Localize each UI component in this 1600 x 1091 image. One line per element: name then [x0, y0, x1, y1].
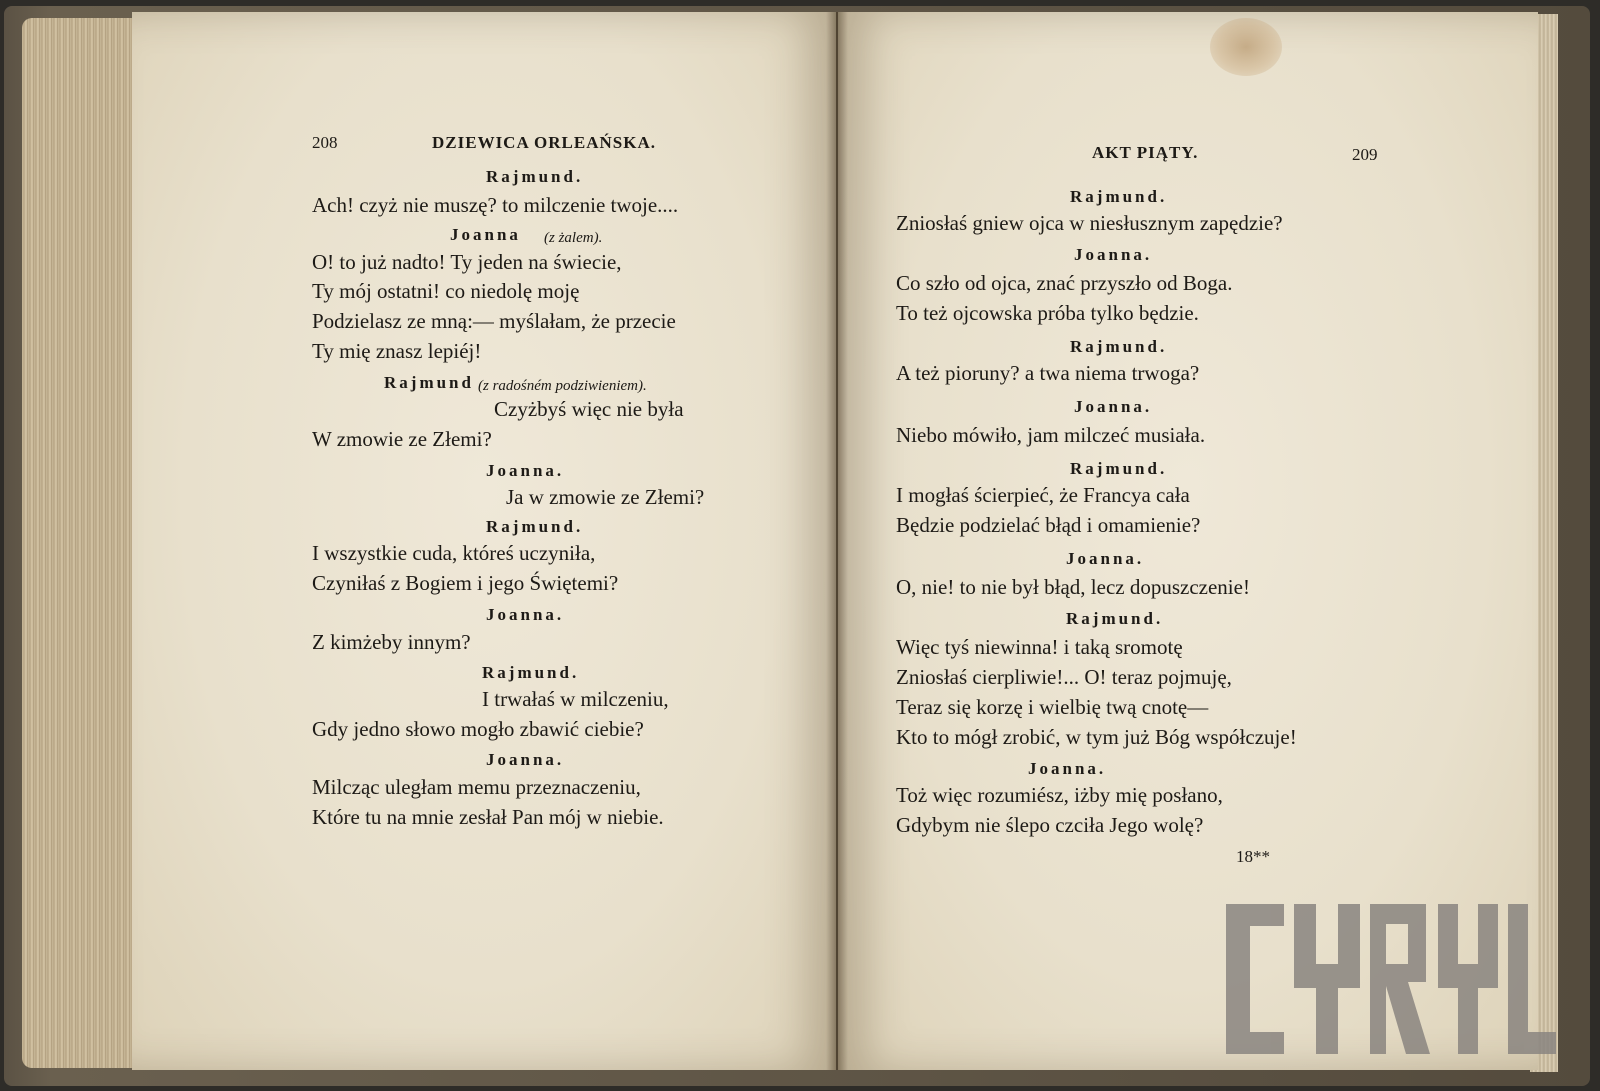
running-head: AKT PIĄTY. — [1092, 143, 1199, 162]
speaker-label: Rajmund. — [482, 663, 580, 682]
verse-line: Niebo mówiło, jam milczeć musiała. — [896, 423, 1206, 447]
verse-line: Ty mój ostatni! co niedolę moję — [312, 279, 580, 303]
verse-line: Z kimżeby innym? — [312, 630, 471, 654]
verse-line: Gdy jedno słowo mogło zbawić ciebie? — [312, 717, 644, 741]
verse-line: Ja w zmowie ze Złemi? — [506, 485, 705, 509]
speaker-label: Joanna. — [486, 750, 565, 769]
signature-mark: 18** — [1236, 847, 1270, 866]
verse-line: Zniosłaś cierpliwie!... O! teraz pojmuję, — [896, 665, 1232, 689]
verse-line: I trwałaś w milczeniu, — [482, 687, 669, 711]
speaker-label: Joanna. — [486, 605, 565, 624]
speaker-label: Rajmund — [384, 373, 474, 392]
verse-line: O! to już nadto! Ty jeden na świecie, — [312, 250, 622, 274]
paper-stain — [1210, 18, 1282, 76]
speaker-label: Rajmund. — [1070, 187, 1168, 206]
verse-line: Toż więc rozumiész, iżby mię posłano, — [896, 783, 1223, 807]
verse-line: O, nie! to nie był błąd, lecz dopuszczenie! — [896, 575, 1250, 599]
verse-line: Zniosłaś gniew ojca w niesłusznym zapędzie? — [896, 211, 1283, 235]
verse-line: To też ojcowska próba tylko będzie. — [896, 301, 1199, 325]
speaker-label: Joanna. — [1066, 549, 1145, 568]
verse-line: W zmowie ze Złemi? — [312, 427, 492, 451]
verse-line: Ach! czyż nie muszę? to milczenie twoje.... — [312, 193, 679, 217]
verse-line: Więc tyś niewinna! i taką sromotę — [896, 635, 1183, 659]
speaker-label: Rajmund. — [486, 167, 584, 186]
speaker-label: Joanna — [450, 225, 521, 244]
verse-line: Gdybym nie ślepo czciła Jego wolę? — [896, 813, 1204, 837]
speaker-label: Joanna. — [1074, 397, 1153, 416]
verse-line: Będzie podzielać błąd i omamienie? — [896, 513, 1201, 537]
verse-line: I wszystkie cuda, któreś uczyniła, — [312, 541, 596, 565]
verse-line: Podzielasz ze mną:— myślałam, że przecie — [312, 309, 676, 333]
speaker-label: Rajmund. — [1070, 337, 1168, 356]
verse-line: Które tu na mnie zesłał Pan mój w niebie. — [312, 805, 664, 829]
page-edges-left — [22, 18, 140, 1068]
page-number: 209 — [1352, 145, 1378, 164]
verse-line: Ty mię znasz lepiéj! — [312, 339, 482, 363]
verse-line: Czyniłaś z Bogiem i jego Świętemi? — [312, 571, 619, 595]
verse-line: Kto to mógł zrobić, w tym już Bóg współczuje! — [896, 725, 1297, 749]
verse-line: I mogłaś ścierpieć, że Francya cała — [896, 483, 1190, 507]
running-head: DZIEWICA ORLEAŃSKA. — [432, 133, 656, 152]
speaker-label: Rajmund. — [486, 517, 584, 536]
speaker-label: Rajmund. — [1066, 609, 1164, 628]
cyryl-watermark-logo — [1226, 904, 1556, 1054]
speaker-label: Rajmund. — [1070, 459, 1168, 478]
speaker-label: Joanna. — [1028, 759, 1107, 778]
stage-direction: (z żalem). — [544, 230, 603, 246]
stage-direction: (z radośném podziwieniem). — [478, 378, 647, 394]
verse-line: Milcząc uległam memu przeznaczeniu, — [312, 775, 641, 799]
verse-line: A też pioruny? a twa niema trwoga? — [896, 361, 1200, 385]
speaker-label: Joanna. — [1074, 245, 1153, 264]
verse-line: Teraz się korzę i wielbię twą cnotę— — [896, 695, 1209, 719]
speaker-label: Joanna. — [486, 461, 565, 480]
verse-line: Co szło od ojca, znać przyszło od Boga. — [896, 271, 1233, 295]
book-gutter — [826, 12, 848, 1070]
left-page — [132, 12, 836, 1070]
verse-line: Czyżbyś więc nie była — [494, 397, 684, 421]
page-number: 208 — [312, 133, 338, 152]
